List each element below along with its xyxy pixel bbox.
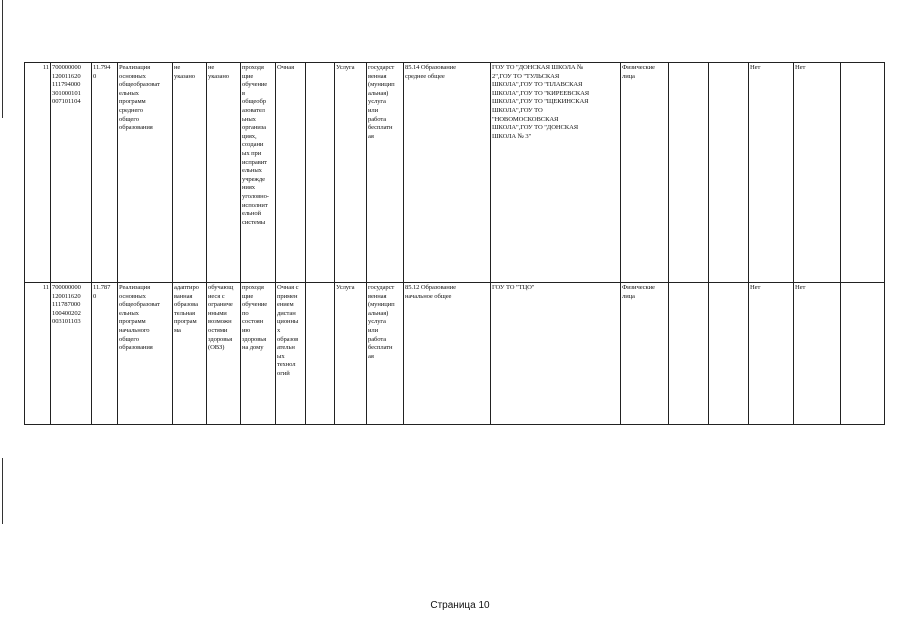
okved-code: 85.12 Образование начальное общее (405, 284, 456, 300)
content-3: проходя щие обучение по состоян ию здоровья на дому (242, 284, 268, 352)
form-of-provision: Очная с примен ением дистан ционны х образов ательн ых технол огий (277, 284, 299, 377)
empty-cell (710, 284, 747, 422)
scan-margin-line (2, 0, 3, 118)
service-status: государст венная (муницип альная) услуга или работа бесплатн ая (368, 64, 395, 140)
consumer-category: Физические лица (622, 64, 655, 80)
service-status: государст венная (муницип альная) услуга или работа бесплатн ая (368, 284, 395, 360)
table-column-border (620, 62, 621, 425)
content-1: адаптиро ванная образова тельная програм ма (174, 284, 199, 334)
registry-code: 700000000 120011620 111787000 100400202 003101103 (52, 284, 81, 326)
table-column-border (117, 62, 118, 425)
table-column-border (490, 62, 491, 425)
table-column-border (24, 62, 25, 425)
empty-cell (307, 64, 333, 280)
empty-cell (842, 64, 883, 280)
table-column-border (708, 62, 709, 425)
empty-cell (670, 64, 707, 280)
okved-code: 85.14 Образование среднее общее (405, 64, 456, 80)
table-column-border (206, 62, 207, 425)
table-row-border (24, 424, 885, 425)
flag-yes-no: Нет (795, 284, 806, 291)
code-suffix: 11.794 0 (93, 64, 111, 80)
content-2: обучающ иеся с ограниче нными возможн остями здоровья (ОВЗ) (208, 284, 234, 352)
service-kind: Услуга (336, 64, 355, 71)
registry-code: 700000000 120011620 111794000 301000101 007101104 (52, 64, 81, 106)
content-2: не указано (208, 64, 229, 80)
flag-yes-no: Нет (795, 64, 806, 71)
table-column-border (403, 62, 404, 425)
flag-yes-no: Нет (750, 284, 761, 291)
table-column-border (840, 62, 841, 425)
empty-cell (842, 284, 883, 422)
table-column-border (366, 62, 367, 425)
table-column-border (275, 62, 276, 425)
row-number: 11 (42, 64, 49, 71)
empty-cell (710, 64, 747, 280)
content-3: проходя щие обучение в общеобр азовател ьных организа циях, создани ых при исправит ельных учрежде ниях уголовно- исполнит ельной системы (242, 64, 269, 226)
table-column-border (884, 62, 885, 425)
table-column-border (668, 62, 669, 425)
service-name: Реализация основных общеобразоват ельных программ начального общего образования (119, 284, 160, 352)
form-of-provision: Очная (277, 64, 295, 71)
page-number: Страница 10 (430, 600, 490, 611)
flag-yes-no: Нет (750, 64, 761, 71)
table-column-border (334, 62, 335, 425)
table-column-border (50, 62, 51, 425)
service-name: Реализация основных общеобразоват ельных программ среднего общего образования (119, 64, 160, 132)
code-suffix: 11.787 0 (93, 284, 111, 300)
table-row-border (24, 282, 885, 283)
service-kind: Услуга (336, 284, 355, 291)
table-column-border (305, 62, 306, 425)
table-column-border (240, 62, 241, 425)
empty-cell (670, 284, 707, 422)
content-1: не указано (174, 64, 195, 80)
table-column-border (748, 62, 749, 425)
table-column-border (172, 62, 173, 425)
table-column-border (91, 62, 92, 425)
institutions: ГОУ ТО "ДОНСКАЯ ШКОЛА № 2",ГОУ ТО "ТУЛЬСКАЯ ШКОЛА",ГОУ ТО "ПЛАВСКАЯ ШКОЛА",ГОУ ТО "КИРЕЕВСКАЯ ШКОЛА",ГОУ ТО "ЩЕКИНСКАЯ ШКОЛА",ГОУ ТО "НОВОМОСКОВСКАЯ ШКОЛА",ГОУ ТО "ДОНСКАЯ ШКОЛА № 3" (492, 64, 590, 140)
institutions: ГОУ ТО "ТЦО" (492, 284, 535, 291)
consumer-category: Физические лица (622, 284, 655, 300)
table-column-border (793, 62, 794, 425)
empty-cell (307, 284, 333, 422)
table-row-border (24, 62, 885, 63)
row-number: 11 (42, 284, 49, 291)
scan-margin-line (2, 458, 3, 524)
